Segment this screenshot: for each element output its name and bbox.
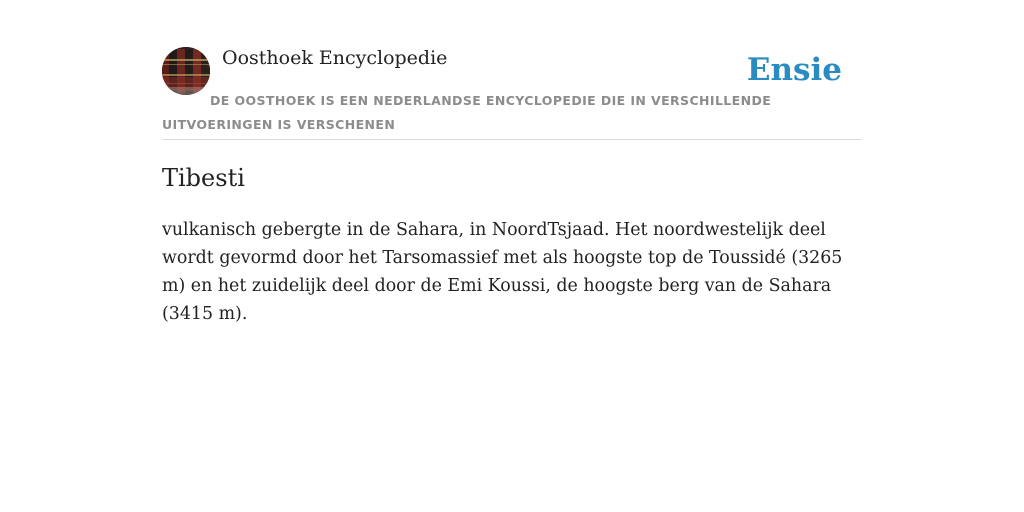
encyclopedia-books-icon[interactable] xyxy=(162,47,210,95)
article-title: Tibesti xyxy=(162,164,245,192)
article-body: vulkanisch gebergte in de Sahara, in NoordTsjaad. Het noordwestelijk deel wordt gevormd door het Tarsomassief met als hoogste top de Toussidé (3265 m) en het zuidelijk deel door de Emi Koussi, de hoogste berg van de Sahara (3415 m). xyxy=(162,220,843,324)
site-tagline: DE OOSTHOEK IS EEN NEDERLANDSE ENCYCLOPEDIE DIE IN VERSCHILLENDE UITVOERINGEN IS VERSCHENEN xyxy=(162,93,772,132)
site-title[interactable]: Oosthoek Encyclopedie xyxy=(222,47,448,69)
site-header xyxy=(162,46,862,140)
brand-logo[interactable]: Ensie xyxy=(746,52,842,88)
